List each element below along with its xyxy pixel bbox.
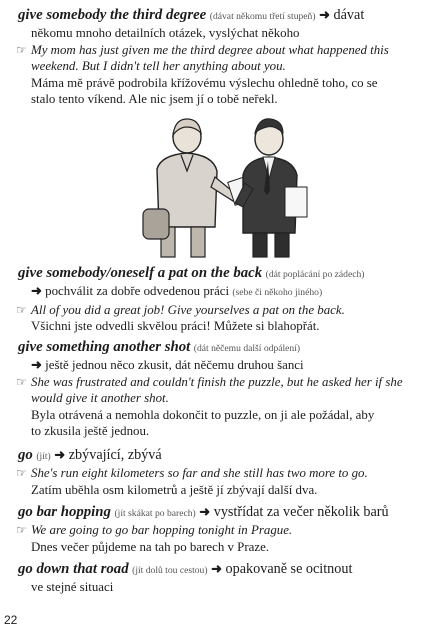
term: give somebody the third degree <box>18 7 207 23</box>
pointing-hand-icon: ☞ <box>16 302 27 317</box>
example-en <box>18 374 431 407</box>
term: give somebody/oneself a pat on the back <box>18 265 263 281</box>
meaning: pochválit za dobře odvedenou práci <box>45 284 230 298</box>
term: go down that road <box>18 561 129 577</box>
arrow-icon: ➜ <box>319 7 330 22</box>
arrow-icon: ➜ <box>54 447 66 462</box>
entry-go <box>18 446 431 498</box>
pointing-hand-icon: ☞ <box>16 42 27 57</box>
entry-third-degree <box>18 6 431 108</box>
example-cz-line: to zkusila ještě jednou. <box>31 424 150 439</box>
meaning-note: (sebe či někoho jiného) <box>232 287 323 298</box>
entry-pat-on-the-back <box>18 265 431 335</box>
entry-headline <box>18 446 431 465</box>
literal-translation: (dát něčemu další odpálení) <box>193 343 301 354</box>
example-en <box>18 465 431 482</box>
example-en-line: would give it another shot. <box>31 391 169 406</box>
arrow-icon: ➜ <box>211 561 222 576</box>
meaning: vystřídat za večer několik barů <box>213 504 389 520</box>
term: go <box>18 447 33 463</box>
arrow-icon: ➜ <box>31 283 42 298</box>
entry-headline <box>18 6 431 25</box>
arrow-icon: ➜ <box>199 504 211 519</box>
literal-translation: (dávat někomu třetí stupeň) <box>209 11 316 22</box>
illustration-two-men <box>135 117 320 259</box>
example-en-line: We are going to go bar hopping tonight in Prague. <box>31 523 293 537</box>
example-cz-line: Dnes večer půjdeme na tah po barech v Praze. <box>31 539 270 554</box>
example-en-line: She was frustrated and couldn't finish the puzzle, but he asked her if she <box>31 374 403 389</box>
page-number: 22 <box>4 613 18 627</box>
pointing-hand-icon: ☞ <box>16 374 27 389</box>
meaning-line <box>18 283 431 302</box>
meaning: dávat <box>333 7 365 23</box>
example-en <box>18 302 431 319</box>
example-cz-line: Byla otrávená a nemohla dokončit to puzzle, on ji ale požádal, aby <box>31 407 375 422</box>
example-en-line: All of you did a great job! Give yourselves a pat on the back. <box>31 302 345 317</box>
term: go bar hopping <box>18 504 111 520</box>
entry-headline <box>18 560 431 579</box>
example-en-line: My mom has just given me the third degree about what happened this <box>31 42 389 57</box>
example-cz-line: Máma mě právě podrobila křížovému výslechu ohledně toho, co se <box>31 75 378 90</box>
meaning: zbývající, zbývá <box>68 447 162 463</box>
entry-bar-hopping <box>18 503 431 555</box>
entry-headline <box>18 503 431 522</box>
term: give something another shot <box>18 339 191 355</box>
meaning-continued: někomu mnoho detailních otázek, vyslýchat někoho <box>31 26 300 40</box>
literal-translation: (jít) <box>36 451 51 462</box>
meaning: ještě jednou něco zkusit, dát něčemu druhou šanci <box>45 358 304 372</box>
entry-headline <box>18 339 431 357</box>
example-cz-line: Zatím uběhla osm kilometrů a ještě jí zbývají další dva. <box>31 482 318 497</box>
meaning-line <box>18 357 431 374</box>
entry-go-down-that-road <box>18 560 431 596</box>
arrow-icon: ➜ <box>31 357 42 372</box>
literal-translation: (jít dolů tou cestou) <box>132 565 208 576</box>
man-left <box>143 119 252 257</box>
entry-another-shot <box>18 339 431 440</box>
pointing-hand-icon: ☞ <box>16 466 27 480</box>
example-en <box>18 42 431 75</box>
example-cz-line: stalo tento víkend. Ale nic jsem jí o tobě neřekl. <box>31 92 278 107</box>
example-en <box>18 522 431 539</box>
literal-translation: (dát poplácání po zádech) <box>265 269 365 280</box>
man-right <box>235 119 307 257</box>
pointing-hand-icon: ☞ <box>16 523 27 537</box>
literal-translation: (jít skákat po barech) <box>114 508 196 519</box>
example-cz-line: Všichni jste odvedli skvělou práci! Můžete si blahopřát. <box>31 319 320 334</box>
example-en-line: She's run eight kilometers so far and she still has two more to go. <box>31 466 368 480</box>
entry-headline <box>18 265 431 283</box>
meaning-continued: ve stejné situaci <box>31 580 114 594</box>
example-en-line: weekend. But I didn't tell her anything about you. <box>31 59 286 74</box>
meaning: opakovaně se ocitnout <box>225 561 353 577</box>
